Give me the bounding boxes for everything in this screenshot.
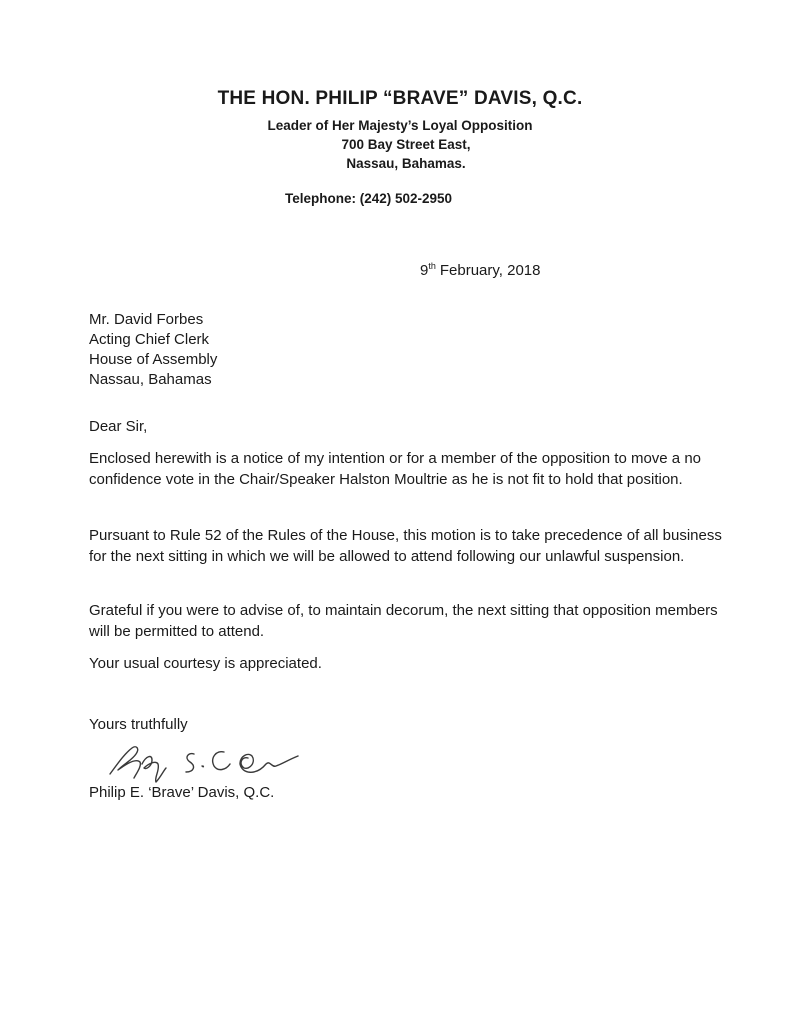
paragraph-courtesy: Your usual courtesy is appreciated. xyxy=(89,655,322,672)
paragraph-advise: Grateful if you were to advise of, to maintain decorum, the next sitting that opposition members will be permitted to attend. xyxy=(89,602,718,640)
recipient-city: Nassau, Bahamas xyxy=(89,371,212,388)
letterhead-title: Leader of Her Majesty’s Loyal Opposition xyxy=(267,118,533,133)
date-day: 9 xyxy=(420,262,429,279)
closing: Yours truthfully xyxy=(89,716,188,733)
date-rest: February, 2018 xyxy=(439,262,541,279)
signature-strokes xyxy=(110,747,298,782)
paragraph-rule-52: Pursuant to Rule 52 of the Rules of the House, this motion is to take precedence of all business for the next sitting in which we will be allowed to attend following our unlawful suspension. xyxy=(89,527,722,565)
letterhead-telephone: Telephone: (242) 502-2950 xyxy=(285,191,453,206)
handwritten-signature-icon xyxy=(106,734,316,790)
recipient-address xyxy=(89,310,217,390)
salutation: Dear Sir, xyxy=(89,418,148,435)
letterhead-street: 700 Bay Street East, xyxy=(341,137,471,152)
letter-date xyxy=(420,261,540,279)
date-suffix: th xyxy=(428,261,436,271)
recipient-organization: House of Assembly xyxy=(89,351,218,368)
letterhead-city: Nassau, Bahamas. xyxy=(346,156,466,171)
recipient-name: Mr. David Forbes xyxy=(89,311,204,328)
signer-name: Philip E. ‘Brave’ Davis, Q.C. xyxy=(89,784,275,801)
recipient-position: Acting Chief Clerk xyxy=(89,331,210,348)
letterhead-name: THE HON. PHILIP “BRAVE” DAVIS, Q.C. xyxy=(217,88,583,109)
paragraph-notice: Enclosed herewith is a notice of my intention or for a member of the opposition to move a no confidence vote in the Chair/Speaker Halston Moultrie as he is not fit to hold that position. xyxy=(89,450,701,488)
